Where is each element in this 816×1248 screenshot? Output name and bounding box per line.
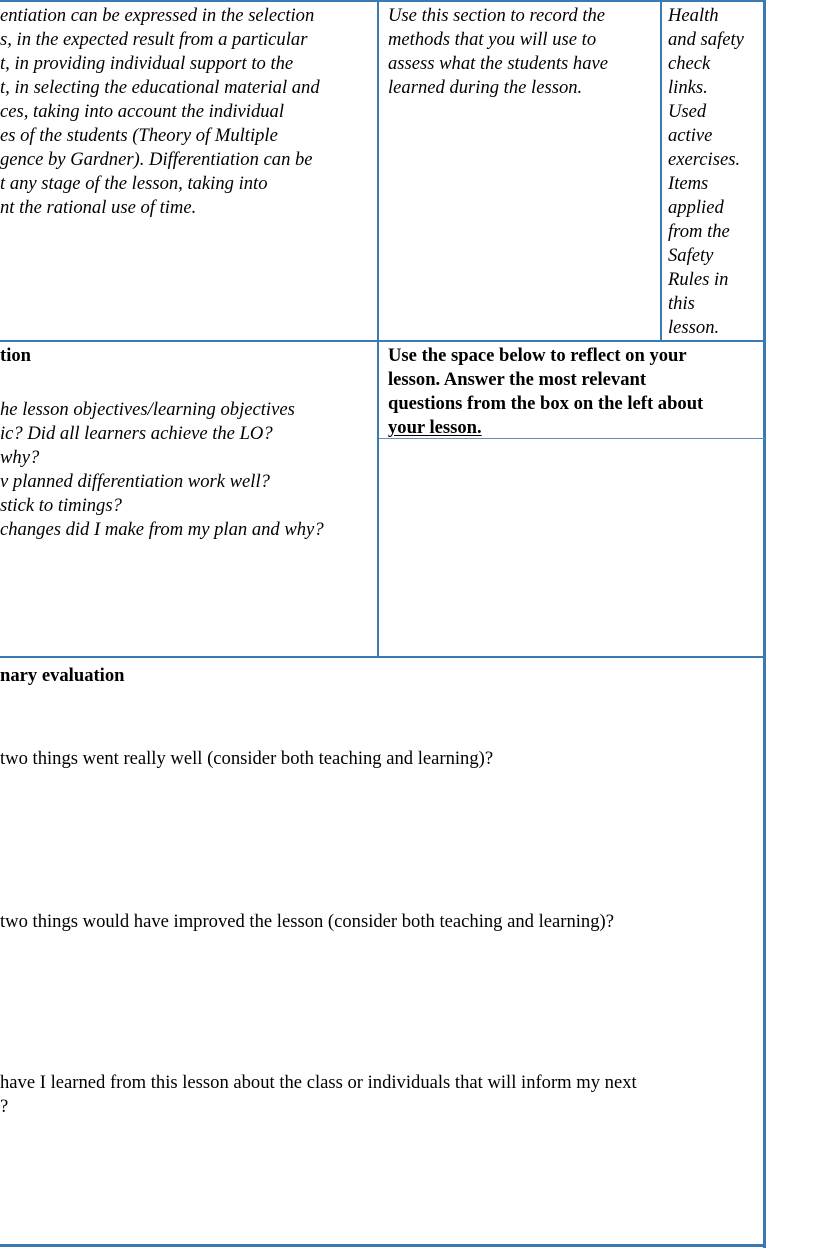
health-safety-line: from the: [668, 221, 730, 242]
differentiation-line: t any stage of the lesson, taking into: [0, 173, 268, 194]
assessment-line: learned during the lesson.: [388, 77, 583, 98]
summary-question-went-well: two things went really well (consider both teaching and learning)?: [0, 748, 494, 769]
reflection-question: changes did I make from my plan and why?: [0, 519, 324, 540]
differentiation-line: ces, taking into account the individual: [0, 101, 285, 122]
reflection-instruction-line: your lesson.: [388, 417, 482, 438]
summary-question-learned-line: have I learned from this lesson about the class or individuals that will inform my next: [0, 1072, 637, 1093]
health-safety-text: [668, 4, 744, 340]
health-safety-line: and safety: [668, 29, 744, 50]
differentiation-line: nt the rational use of time.: [0, 197, 197, 218]
assessment-line: methods that you will use to: [388, 29, 597, 50]
summary-question-learned-line: ?: [0, 1096, 9, 1117]
differentiation-line: es of the students (Theory of Multiple: [0, 125, 278, 146]
health-safety-line: check: [668, 53, 711, 74]
reflection-instruction: [388, 344, 703, 440]
summary-question-improved: two things would have improved the lesson (consider both teaching and learning)?: [0, 911, 614, 932]
health-safety-line: exercises.: [668, 149, 741, 170]
reflection-instruction-line: questions from the box on the left about: [388, 393, 704, 414]
health-safety-line: links.: [668, 77, 708, 98]
assessment-text: [388, 4, 608, 100]
differentiation-line: t, in providing individual support to the: [0, 53, 294, 74]
differentiation-line: t, in selecting the educational material and: [0, 77, 320, 98]
health-safety-line: active: [668, 125, 713, 146]
reflection-question: stick to timings?: [0, 495, 122, 516]
reflection-instruction-line: Use the space below to reflect on your: [388, 345, 687, 366]
table-border-bottom: [0, 1244, 766, 1247]
health-safety-line: Items: [668, 173, 709, 194]
reflection-questions: [0, 398, 324, 542]
differentiation-text: [0, 4, 320, 220]
column-divider-right: [660, 0, 662, 342]
health-safety-line: applied: [668, 197, 724, 218]
differentiation-line: gence by Gardner). Differentiation can be: [0, 149, 313, 170]
reflection-question: v planned differentiation work well?: [0, 471, 270, 492]
health-safety-line: Health: [668, 5, 719, 26]
reflection-question: he lesson objectives/learning objectives: [0, 399, 295, 420]
reflection-instruction-line: lesson. Answer the most relevant: [388, 369, 647, 390]
reflection-question: ic? Did all learners achieve the LO?: [0, 423, 273, 444]
reflection-question: why?: [0, 447, 40, 468]
assessment-line: Use this section to record the: [388, 5, 606, 26]
health-safety-line: this: [668, 293, 695, 314]
health-safety-line: lesson.: [668, 317, 720, 338]
summary-heading: nary evaluation: [0, 665, 125, 686]
health-safety-line: Rules in: [668, 269, 729, 290]
row1-bottom-border: [0, 340, 766, 342]
row2-bottom-border: [0, 656, 766, 658]
summary-question-learned: [0, 1071, 637, 1119]
differentiation-line: entiation can be expressed in the selection: [0, 5, 315, 26]
table-border-right: [763, 0, 766, 1248]
column-divider-left: [377, 0, 379, 658]
table-border-top: [0, 0, 766, 2]
health-safety-line: Safety: [668, 245, 714, 266]
assessment-line: assess what the students have: [388, 53, 609, 74]
health-safety-line: Used: [668, 101, 707, 122]
differentiation-line: s, in the expected result from a particular: [0, 29, 308, 50]
reflection-heading: tion: [0, 345, 31, 366]
